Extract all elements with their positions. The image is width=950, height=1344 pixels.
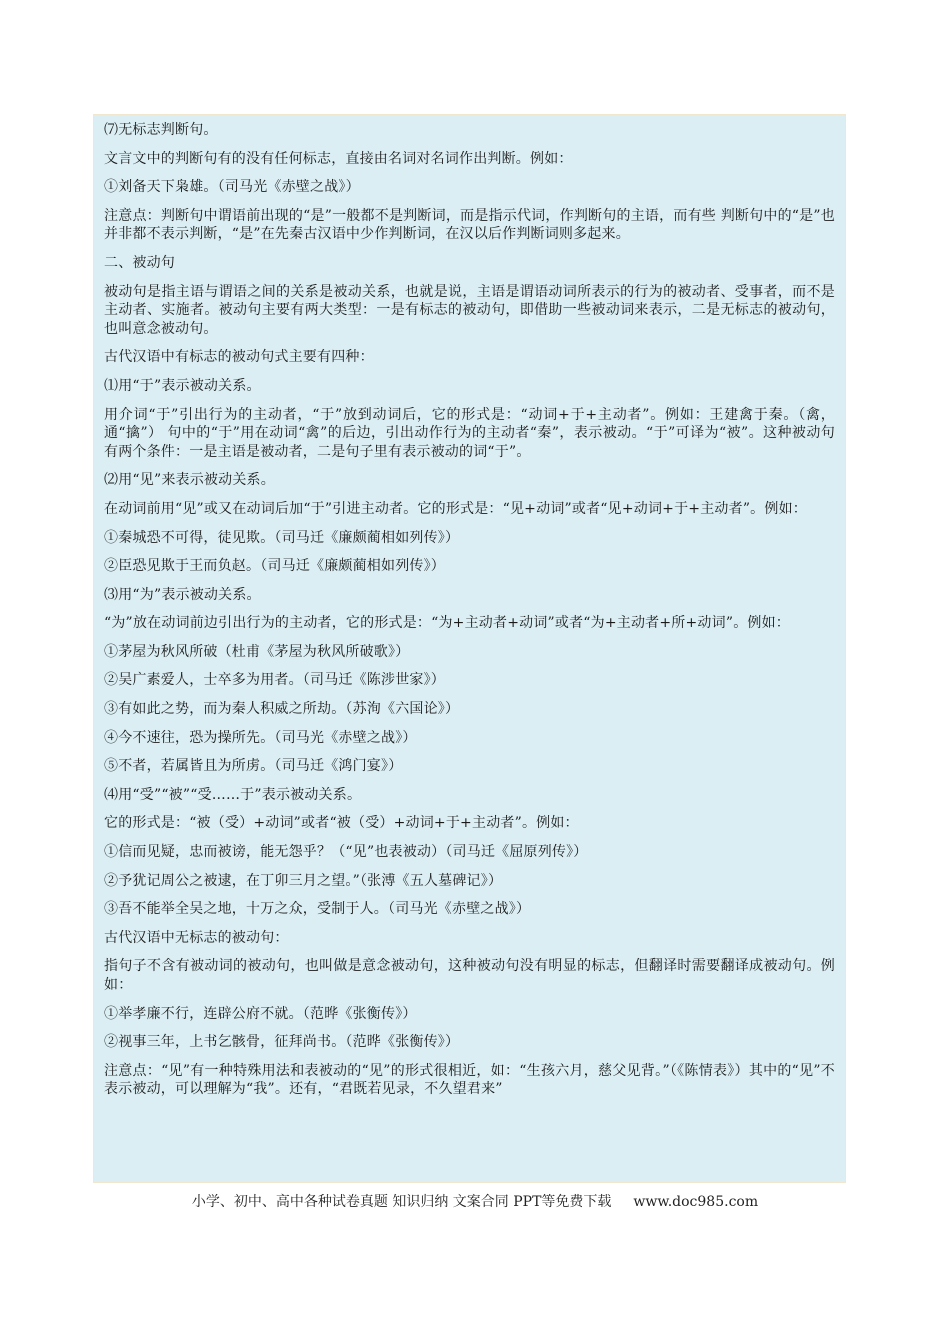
paragraph: ①秦城恐不可得，徒见欺。（司马迁《廉颇蔺相如列传》）: [104, 529, 460, 546]
paragraph: ⑷用“受”“被”“受……于”表示被动关系。: [104, 786, 362, 803]
paragraph: ②臣恐见欺于王而负赵。（司马迁《廉颇蔺相如列传》）: [104, 558, 445, 575]
content-panel: [93, 114, 846, 1183]
paragraph: ②视事三年，上书乞骸骨，征拜尚书。（范晔《张衡传》）: [104, 1034, 460, 1051]
paragraph: 古代汉语中有标志的被动句式主要有四种：: [104, 349, 374, 366]
section-heading: 二、被动句: [104, 254, 175, 271]
paragraph: 它的形式是：“被（受）+动词”或者“被（受）+动词+于+主动者”。例如：: [104, 815, 579, 832]
paragraph: ④今不速往，恐为操所先。（司马光《赤壁之战》）: [104, 729, 417, 746]
paragraph: “为”放在动词前边引出行为的主动者，它的形式是：“为+主动者+动词”或者“为+主动者+所+动词”。例如：: [104, 615, 790, 632]
footer-url: www.doc985.com: [633, 1194, 759, 1210]
paragraph: ①刘备天下枭雄。（司马光《赤壁之战》）: [104, 179, 360, 196]
paragraph: 被动句是指主语与谓语之间的关系是被动关系，也就是说，主语是谓语动词所表示的行为的被动者、受事者，而不是主动者、实施者。被动句主要有两大类型：一是有标志的被动句，即借助一些被动词来表示，二是无标志的被动句，也叫意念被动句。: [104, 283, 835, 337]
paragraph: ①举孝廉不行，连辟公府不就。（范晔《张衡传》）: [104, 1005, 417, 1022]
paragraph: 注意点：“见”有一种特殊用法和表被动的“见”的形式很相近，如：“生孩六月，慈父见背。”（《陈情表》）其中的“见”不表示被动，可以理解为“我”。还有，“君既若见录，不久望君来”: [104, 1062, 835, 1098]
footer-text: 小学、初中、高中各种试卷真题 知识归纳 文案合同 PPT等免费下载: [191, 1194, 612, 1210]
paragraph: ⑶用“为”表示被动关系。: [104, 586, 261, 603]
paragraph: ⑺无标志判断句。: [104, 122, 218, 138]
paragraph: 用介词“于”引出行为的主动者，“于”放到动词后，它的形式是：“动词+于+主动者”。例如：王建禽于秦。（禽，通“擒”） 句中的“于”用在动词“禽”的后边，引出动作行为的主动者“秦”，表示被动。“于”可译为“被”。这种被动句有两个条件：一是主语是被动者，二是句子里有表示被动的词“于”。: [104, 406, 835, 460]
paragraph: ③吾不能举全吴之地，十万之众，受制于人。（司马光《赤壁之战》）: [104, 901, 531, 918]
paragraph: 指句子不含有被动词的被动句，也叫做是意念被动句，这种被动句没有明显的标志，但翻译时需要翻译成被动句。例如：: [104, 958, 835, 993]
paragraph: ①信而见疑，忠而被谤，能无怨乎？（“见”也表被动）（司马迁《屈原列传》）: [104, 844, 588, 861]
paragraph: ②吴广素爱人，士卒多为用者。（司马迁《陈涉世家》）: [104, 672, 445, 689]
paragraph: ①茅屋为秋风所破（杜甫《茅屋为秋风所破歌》）: [104, 643, 410, 660]
paragraph: ⑴用“于”表示被动关系。: [104, 377, 261, 394]
paragraph: 注意点：判断句中谓语前出现的“是”一般都不是判断词，而是指示代词，作判断句的主语，而有些 判断句中的“是”也并非都不表示判断，“是”在先秦古汉语中少作判断词，在汉以后作判断词则多起来。: [104, 207, 835, 243]
paragraph: ⑤不者，若属皆且为所虏。（司马迁《鸿门宴》）: [104, 758, 403, 775]
paragraph: 古代汉语中无标志的被动句：: [104, 929, 289, 946]
paragraph: ②予犹记周公之被逮，在丁卯三月之望。”（张溥《五人墓碑记》）: [104, 872, 503, 889]
paragraph: 在动词前用“见”或又在动词后加“于”引进主动者。它的形式是：“见+动词”或者“见+动词+于+主动者”。例如：: [104, 500, 807, 517]
paragraph: ⑵用“见”来表示被动关系。: [104, 472, 275, 489]
page-footer: [0, 1193, 950, 1211]
paragraph: 文言文中的判断句有的没有任何标志，直接由名词对名词作出判断。例如：: [104, 150, 573, 167]
paragraph: ③有如此之势，而为秦人积威之所劫。（苏洵《六国论》）: [104, 701, 460, 718]
